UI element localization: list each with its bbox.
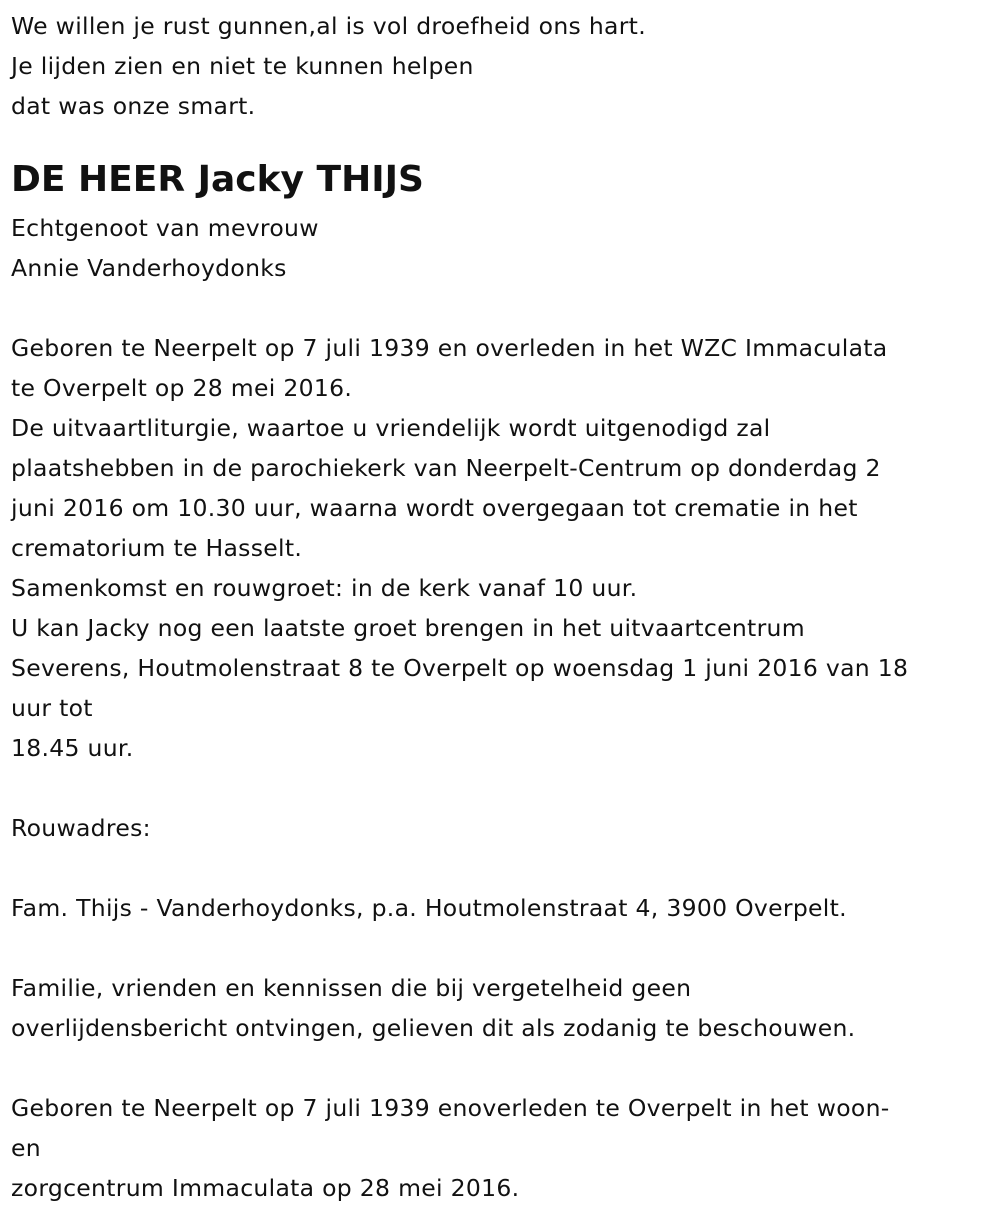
announcement-line: juni 2016 om 10.30 uur, waarna wordt overgegaan tot crematie in het — [11, 494, 858, 522]
poem-line: dat was onze smart. — [11, 92, 256, 120]
announcement-line: Geboren te Neerpelt op 7 juli 1939 en overleden in het WZC Immaculata — [11, 334, 888, 362]
mourning-address-label: Rouwadres: — [11, 814, 151, 842]
poem — [11, 6, 991, 126]
family-notice — [11, 968, 991, 1048]
family-notice-line: overlijdensbericht ontvingen, gelieven dit als zodanig te beschouwen. — [11, 1014, 856, 1042]
poem-line: We willen je rust gunnen,al is vol droefheid ons hart. — [11, 12, 646, 40]
announcement-line: De uitvaartliturgie, waartoe u vriendelijk wordt uitgenodigd zal — [11, 414, 771, 442]
spouse-line: Annie Vanderhoydonks — [11, 254, 287, 282]
announcement-line: Severens, Houtmolenstraat 8 te Overpelt op woensdag 1 juni 2016 van 18 — [11, 654, 909, 682]
spouse-line: Echtgenoot van mevrouw — [11, 214, 319, 242]
announcement-line: plaatshebben in de parochiekerk van Neerpelt-Centrum op donderdag 2 — [11, 454, 881, 482]
spacer — [11, 768, 991, 808]
spacer — [11, 1048, 991, 1088]
birth-death-line: en — [11, 1134, 41, 1162]
announcement-line: Samenkomst en rouwgroet: in de kerk vanaf 10 uur. — [11, 574, 638, 602]
spacer — [11, 848, 991, 888]
spacer — [11, 928, 991, 968]
deceased-name: DE HEER Jacky THIJS — [11, 159, 424, 200]
announcement-line: U kan Jacky nog een laatste groet brengen in het uitvaartcentrum — [11, 614, 805, 642]
announcement-line: te Overpelt op 28 mei 2016. — [11, 374, 353, 402]
poem-line: Je lijden zien en niet te kunnen helpen — [11, 52, 474, 80]
mourning-address: Fam. Thijs - Vanderhoydonks, p.a. Houtmolenstraat 4, 3900 Overpelt. — [11, 894, 847, 922]
spouse-info — [11, 208, 991, 288]
announcement-line: 18.45 uur. — [11, 734, 134, 762]
birth-death-line: Geboren te Neerpelt op 7 juli 1939 enoverleden te Overpelt in het woon- — [11, 1094, 890, 1122]
obituary-document — [11, 6, 991, 1208]
birth-death-line: zorgcentrum Immaculata op 28 mei 2016. — [11, 1174, 520, 1202]
spacer — [11, 288, 991, 328]
announcement-line: uur tot — [11, 694, 93, 722]
birth-death-note — [11, 1088, 991, 1208]
funeral-announcement — [11, 328, 991, 768]
family-notice-line: Familie, vrienden en kennissen die bij vergetelheid geen — [11, 974, 692, 1002]
announcement-line: crematorium te Hasselt. — [11, 534, 303, 562]
